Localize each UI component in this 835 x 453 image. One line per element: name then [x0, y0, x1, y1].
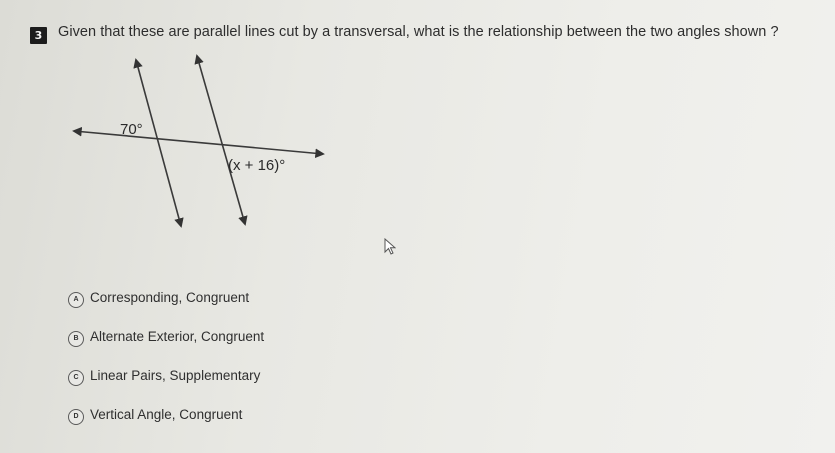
answer-options [68, 290, 264, 446]
angle-label-top: 70° [120, 121, 143, 138]
option-c-text: Linear Pairs, Supplementary [90, 368, 261, 383]
angle-label-bottom: (x + 16)° [228, 157, 286, 174]
option-a-text: Corresponding, Congruent [90, 290, 250, 305]
transversal-line [74, 131, 323, 154]
option-c[interactable] [68, 368, 264, 407]
option-c-letter: C [68, 370, 84, 386]
parallel-lines-figure [60, 48, 340, 238]
transversal-diagram [60, 48, 340, 238]
parallel-line-left [136, 60, 181, 226]
option-b-letter: B [68, 331, 84, 347]
option-a-letter: A [68, 292, 84, 308]
option-d[interactable] [68, 407, 264, 446]
mouse-cursor-icon [384, 238, 396, 256]
option-b-text: Alternate Exterior, Congruent [90, 329, 265, 344]
question-number-badge: 3 [30, 27, 47, 44]
option-a[interactable] [68, 290, 264, 329]
option-d-text: Vertical Angle, Congruent [90, 407, 243, 422]
option-b[interactable] [68, 329, 264, 368]
option-d-letter: D [68, 409, 84, 425]
parallel-line-right [197, 56, 245, 224]
question-text: Given that these are parallel lines cut by a transversal, what is the relationship between the two angles shown ? [58, 24, 779, 40]
